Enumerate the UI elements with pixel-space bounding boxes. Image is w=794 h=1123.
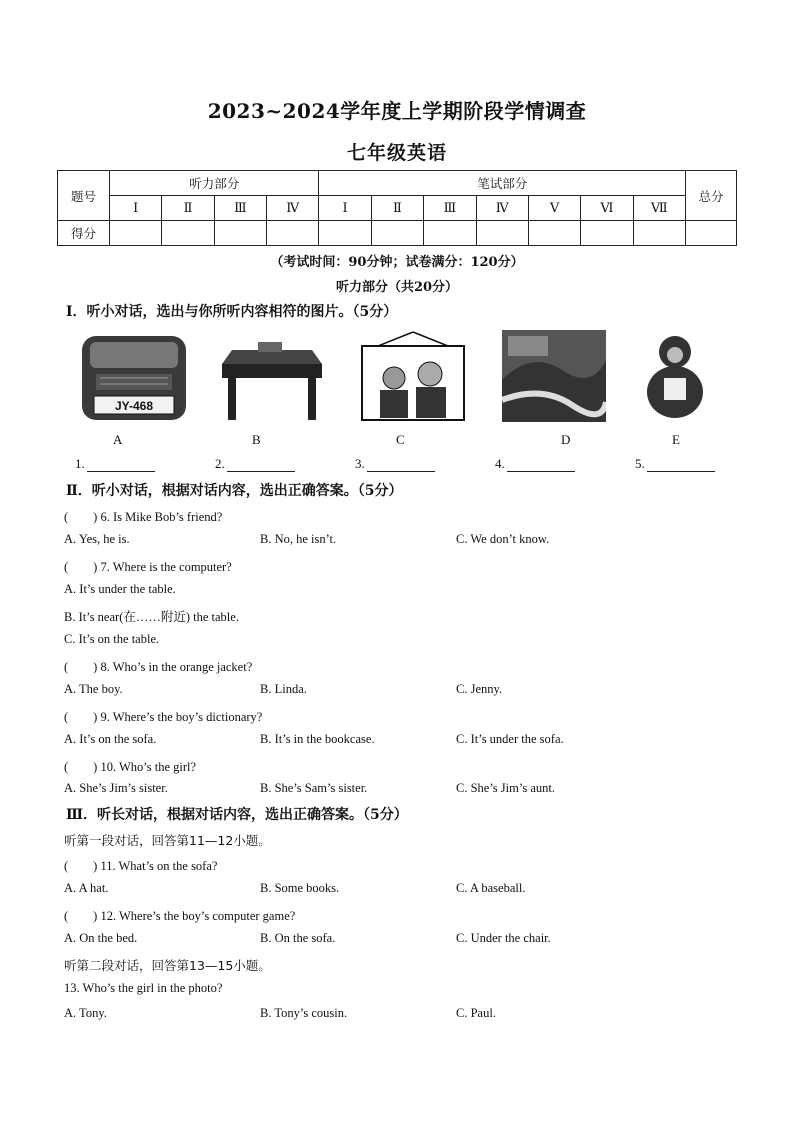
score-table-total-header: 总分 — [686, 171, 737, 221]
exam-info: （考试时间：90分钟；试卷满分：120分） — [270, 255, 524, 270]
score-table-row-label-number: 题号 — [58, 171, 110, 221]
picture-label-d: D — [561, 432, 571, 447]
answer-line[interactable] — [367, 457, 435, 472]
picture-label-e: E — [672, 432, 680, 447]
q13-option-a[interactable]: A. Tony. — [64, 1006, 107, 1020]
section3-part1-instruction: 听第一段对话，回答第11—12小题。 — [64, 833, 271, 848]
landscape-picture — [502, 330, 606, 422]
question-11: ( ) 11. What’s on the sofa? — [64, 859, 218, 873]
q8-option-b[interactable]: B. Linda. — [260, 682, 307, 696]
answer-blank-5[interactable] — [635, 456, 715, 472]
score-table-listening-header: 听力部分 — [110, 171, 319, 196]
q7-option-c[interactable]: C. It’s on the table. — [64, 632, 160, 646]
question-12: ( ) 12. Where’s the boy’s computer game? — [64, 909, 296, 923]
answer-blank-number: 4. — [495, 456, 505, 471]
question-10: ( ) 10. Who’s the girl? — [64, 760, 197, 774]
score-table-col-listening-3: Ⅲ — [214, 196, 266, 221]
car-plate-text: JY-468 — [114, 399, 154, 413]
exam-title: 2023~2024学年度上学期阶段学情调查 — [207, 99, 587, 123]
score-table-writing-header: 笔试部分 — [319, 171, 686, 196]
score-cell[interactable] — [319, 221, 371, 246]
picture-label-c: C — [396, 432, 405, 447]
score-cell[interactable] — [633, 221, 685, 246]
q7-option-a[interactable]: A. It’s under the table. — [64, 582, 176, 596]
question-13: 13. Who’s the girl in the photo? — [64, 981, 223, 995]
section3-part2-instruction: 听第二段对话，回答第13—15小题。 — [64, 958, 271, 973]
exam-subtitle: 七年级英语 — [346, 142, 447, 164]
figure-picture — [640, 330, 710, 422]
score-cell[interactable] — [686, 221, 737, 246]
q9-option-c[interactable]: C. It’s under the sofa. — [456, 732, 564, 746]
score-table-col-writing-3: Ⅲ — [424, 196, 476, 221]
q11-option-c[interactable]: C. A baseball. — [456, 881, 526, 895]
answer-blank-1[interactable] — [75, 456, 155, 472]
question-7: ( ) 7. Where is the computer? — [64, 560, 232, 574]
answer-blank-4[interactable] — [495, 456, 575, 472]
q11-option-a[interactable]: A. A hat. — [64, 881, 109, 895]
table-picture — [218, 330, 326, 422]
q10-option-a[interactable]: A. She’s Jim’s sister. — [64, 781, 168, 795]
score-table — [57, 170, 737, 246]
q8-option-c[interactable]: C. Jenny. — [456, 682, 503, 696]
score-table-col-listening-1: Ⅰ — [110, 196, 162, 221]
q6-option-b[interactable]: B. No, he isn’t. — [260, 532, 337, 546]
answer-blank-number: 5. — [635, 456, 645, 471]
score-cell[interactable] — [214, 221, 266, 246]
q7-option-b[interactable]: B. It’s near(在……附近) the table. — [64, 610, 239, 624]
answer-blank-2[interactable] — [215, 456, 295, 472]
score-table-col-writing-6: Ⅵ — [581, 196, 633, 221]
question-9: ( ) 9. Where’s the boy’s dictionary? — [64, 710, 263, 724]
car-picture — [80, 330, 188, 422]
answer-blank-3[interactable] — [355, 456, 435, 472]
q13-option-c[interactable]: C. Paul. — [456, 1006, 496, 1020]
q9-option-a[interactable]: A. It’s on the sofa. — [64, 732, 157, 746]
q10-option-b[interactable]: B. She’s Sam’s sister. — [260, 781, 368, 795]
score-cell[interactable] — [267, 221, 319, 246]
question-6: ( ) 6. Is Mike Bob’s friend? — [64, 510, 223, 524]
family-photo-picture — [358, 330, 468, 424]
answer-line[interactable] — [647, 457, 715, 472]
section1-heading: Ⅰ．听小对话，选出与你所听内容相符的图片。（5分） — [66, 304, 398, 320]
answer-blank-number: 1. — [75, 456, 85, 471]
score-cell[interactable] — [424, 221, 476, 246]
q6-option-c[interactable]: C. We don’t know. — [456, 532, 550, 546]
score-table-col-writing-1: Ⅰ — [319, 196, 371, 221]
answer-blank-number: 3. — [355, 456, 365, 471]
section3-heading: Ⅲ．听长对话，根据对话内容，选出正确答案。（5分） — [66, 807, 408, 823]
q12-option-b[interactable]: B. On the sofa. — [260, 931, 336, 945]
q9-option-b[interactable]: B. It’s in the bookcase. — [260, 732, 375, 746]
score-table-col-writing-7: Ⅶ — [633, 196, 685, 221]
answer-line[interactable] — [227, 457, 295, 472]
score-table-col-writing-2: Ⅱ — [371, 196, 423, 221]
score-table-col-listening-2: Ⅱ — [162, 196, 214, 221]
answer-line[interactable] — [507, 457, 575, 472]
q12-option-c[interactable]: C. Under the chair. — [456, 931, 551, 945]
section2-heading: Ⅱ．听小对话，根据对话内容，选出正确答案。（5分） — [66, 483, 403, 499]
answer-line[interactable] — [87, 457, 155, 472]
score-cell[interactable] — [162, 221, 214, 246]
picture-label-b: B — [252, 432, 261, 447]
question-8: ( ) 8. Who’s in the orange jacket? — [64, 660, 253, 674]
q13-option-b[interactable]: B. Tony’s cousin. — [260, 1006, 348, 1020]
q11-option-b[interactable]: B. Some books. — [260, 881, 340, 895]
q6-option-a[interactable]: A. Yes, he is. — [64, 532, 130, 546]
score-cell[interactable] — [110, 221, 162, 246]
q12-option-a[interactable]: A. On the bed. — [64, 931, 138, 945]
answer-blank-number: 2. — [215, 456, 225, 471]
score-table-row-label-score: 得分 — [58, 221, 110, 246]
score-cell[interactable] — [476, 221, 528, 246]
listening-part-header: 听力部分（共20分） — [335, 280, 459, 295]
score-cell[interactable] — [581, 221, 633, 246]
score-cell[interactable] — [371, 221, 423, 246]
score-table-col-writing-4: Ⅳ — [476, 196, 528, 221]
score-table-col-listening-4: Ⅳ — [267, 196, 319, 221]
q8-option-a[interactable]: A. The boy. — [64, 682, 123, 696]
q10-option-c[interactable]: C. She’s Jim’s aunt. — [456, 781, 555, 795]
score-table-col-writing-5: Ⅴ — [528, 196, 580, 221]
score-cell[interactable] — [528, 221, 580, 246]
picture-label-a: A — [113, 432, 123, 447]
